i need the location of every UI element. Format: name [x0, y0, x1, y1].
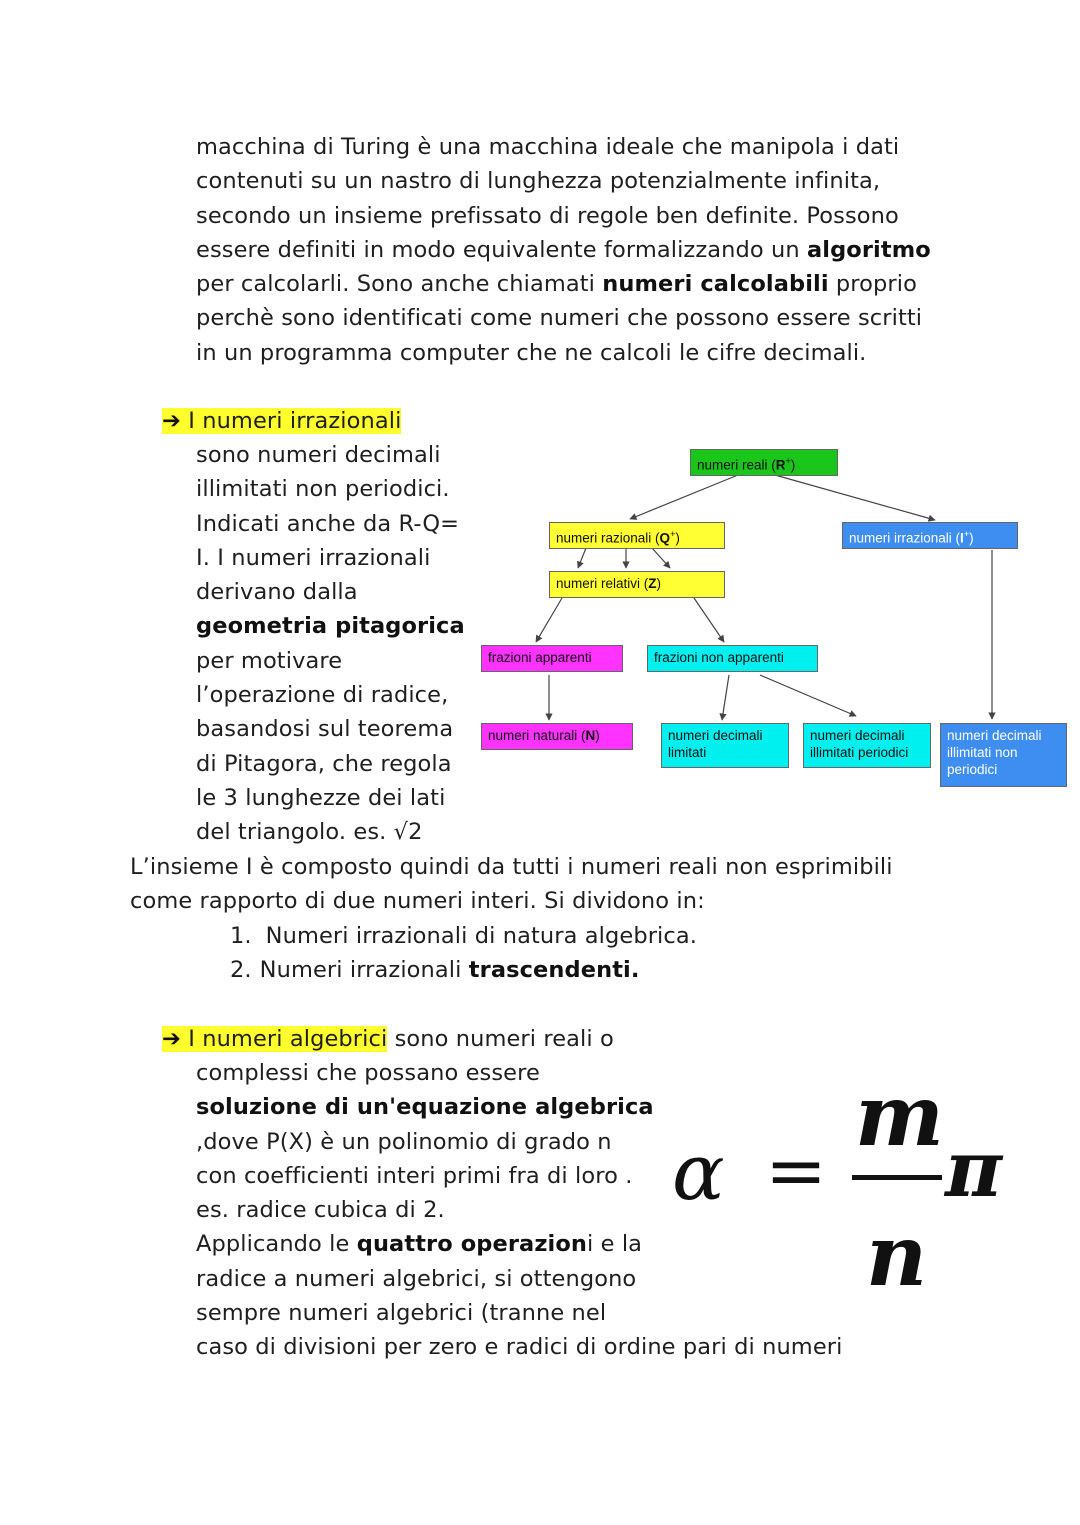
term-geometria-pitagorica: geometria pitagorica — [196, 613, 465, 640]
symbol-n: N — [585, 728, 596, 743]
superscript: + — [785, 456, 791, 466]
intro-line: contenuti su un nastro di lunghezza potenzialmente infinita, — [196, 168, 881, 195]
text-line: del triangolo. es. √2 — [196, 819, 423, 846]
formula-denominator: n — [866, 1206, 928, 1305]
node-label: numeri relativi ( — [556, 576, 649, 591]
list-text: Numeri irrazionali di natura algebrica. — [265, 923, 698, 949]
text: Applicando le — [196, 1231, 357, 1258]
paren: ) — [595, 728, 600, 743]
node-frazioni-non-apparenti — [647, 645, 818, 672]
text-line: l’operazione di radice, — [196, 682, 449, 709]
node-label: illimitati periodici — [810, 745, 909, 760]
insieme-paragraph — [130, 850, 893, 919]
text-line — [196, 1227, 842, 1261]
text-line: L’insieme I è composto quindi da tutti i numeri reali non esprimibili — [130, 854, 893, 880]
edge-nonapparenti-limitati — [722, 675, 729, 720]
formula-numerator: m — [855, 1066, 944, 1165]
node-label: numeri reali ( — [697, 457, 776, 473]
text-line: sono numeri reali o — [387, 1026, 614, 1052]
heading-text: I numeri irrazionali — [188, 408, 402, 434]
formula-alpha: α — [672, 1128, 725, 1218]
edge-razionali-relativi-1 — [578, 548, 586, 568]
symbol-r: R — [775, 457, 786, 473]
paren: ) — [790, 457, 796, 473]
text-line: caso di divisioni per zero e radici di ordine pari di numeri — [196, 1334, 843, 1361]
formula-equals: = — [765, 1128, 828, 1214]
list-text: Numeri irrazionali — [259, 957, 469, 984]
term-numeri-calcolabili: numeri calcolabili — [602, 271, 829, 298]
intro-line: perchè sono identificati come numeri che possono essere scritti — [196, 305, 923, 332]
node-label: numeri decimali — [810, 728, 905, 743]
symbol-i: I — [960, 530, 964, 546]
arrow-right-icon: ➔ — [162, 408, 181, 434]
node-label: limitati — [668, 745, 707, 760]
node-decimali-illimitati-non-periodici — [940, 723, 1067, 787]
text-line: basandosi sul teorema — [196, 716, 454, 743]
superscript: + — [670, 529, 676, 539]
text-line: I. I numeri irrazionali — [196, 544, 431, 571]
node-label: numeri decimali — [668, 728, 763, 743]
term-trascendenti: trascendenti. — [468, 957, 640, 984]
paren: ) — [656, 576, 662, 591]
intro-line: secondo un insieme prefissato di regole ben definite. Possono — [196, 202, 899, 229]
list-number: 1. — [230, 923, 252, 949]
node-numeri-razionali — [549, 522, 725, 549]
text-line: complessi che possano essere — [196, 1060, 540, 1086]
node-label: numeri irrazionali ( — [849, 530, 961, 546]
node-numeri-naturali — [481, 723, 633, 750]
node-label: periodici — [947, 762, 998, 777]
node-numeri-reali — [690, 449, 838, 476]
node-label: frazioni apparenti — [488, 650, 592, 665]
node-numeri-relativi — [549, 571, 725, 598]
paren: ) — [675, 530, 680, 546]
intro-text: per calcolarli. Sono anche chiamati — [196, 271, 603, 298]
text-line: illimitati non periodici. — [196, 476, 450, 503]
text-line: per motivare — [196, 647, 343, 674]
edge-relativi-frazioni-non-apparenti — [694, 598, 724, 642]
text-line: es. radice cubica di 2. — [196, 1197, 445, 1224]
node-label: numeri naturali ( — [488, 728, 586, 743]
heading-text: I numeri algebrici — [188, 1026, 388, 1052]
highlight — [162, 1026, 387, 1052]
edge-reali-razionali — [630, 475, 738, 519]
text-line: come rapporto di due numeri interi. Si dividono in: — [130, 888, 705, 915]
term-equazione-algebrica: soluzione di un'equazione algebrica — [196, 1094, 654, 1121]
edge-razionali-relativi-3 — [652, 548, 670, 568]
text-line: derivano dalla — [196, 579, 358, 606]
formula-pi: π — [945, 1124, 1003, 1215]
algebrici-heading-line — [162, 1022, 614, 1056]
term-algoritmo: algoritmo — [806, 236, 931, 263]
node-label: numeri decimali — [947, 728, 1042, 743]
arrow-right-icon: ➔ — [162, 1026, 181, 1052]
text-line: di Pitagora, che regola — [196, 750, 452, 777]
node-label: numeri razionali ( — [556, 530, 660, 546]
list-item — [230, 919, 697, 953]
algebrici-paragraph — [196, 1056, 842, 1365]
text-line: sempre numeri algebrici (tranne nel — [196, 1300, 607, 1327]
superscript: + — [963, 529, 970, 539]
paren: ) — [969, 530, 974, 546]
node-label: illimitati non — [947, 745, 1018, 760]
node-decimali-limitati — [661, 723, 789, 768]
list-number: 2. — [230, 957, 252, 984]
intro-text: proprio — [828, 271, 917, 298]
intro-line: in un programma computer che ne calcoli le cifre decimali. — [196, 339, 867, 366]
ordered-list — [230, 919, 697, 988]
intro-text: essere definiti in modo equivalente formalizzando un — [196, 236, 807, 263]
term-quattro-operazioni: quattro operazion — [356, 1231, 588, 1258]
text-line: le 3 lunghezze dei lati — [196, 784, 446, 811]
intro-line: macchina di Turing è una macchina ideale che manipola i dati — [196, 134, 900, 160]
node-frazioni-apparenti — [481, 645, 623, 672]
list-item — [230, 953, 697, 987]
text-line: con coefficienti interi primi fra di loro . — [196, 1162, 633, 1189]
text-line: Indicati anche da R-Q= — [196, 510, 460, 537]
node-numeri-irrazionali — [842, 522, 1018, 549]
edge-nonapparenti-periodici — [760, 675, 856, 716]
text-line: radice a numeri algebrici, si ottengono — [196, 1265, 637, 1292]
node-decimali-illimitati-periodici — [803, 723, 931, 768]
edge-reali-irrazionali — [775, 475, 935, 520]
text-line — [196, 1090, 842, 1124]
symbol-q: Q — [659, 530, 671, 546]
symbol-z: Z — [648, 576, 657, 591]
node-label: frazioni non apparenti — [654, 650, 784, 665]
text-line: sono numeri decimali — [196, 442, 441, 468]
formula-fraction-bar — [852, 1175, 942, 1180]
text-line: ,dove P(X) è un polinomio di grado n — [196, 1128, 612, 1155]
edge-relativi-frazioni-apparenti — [536, 598, 562, 642]
text: i e la — [587, 1231, 643, 1258]
